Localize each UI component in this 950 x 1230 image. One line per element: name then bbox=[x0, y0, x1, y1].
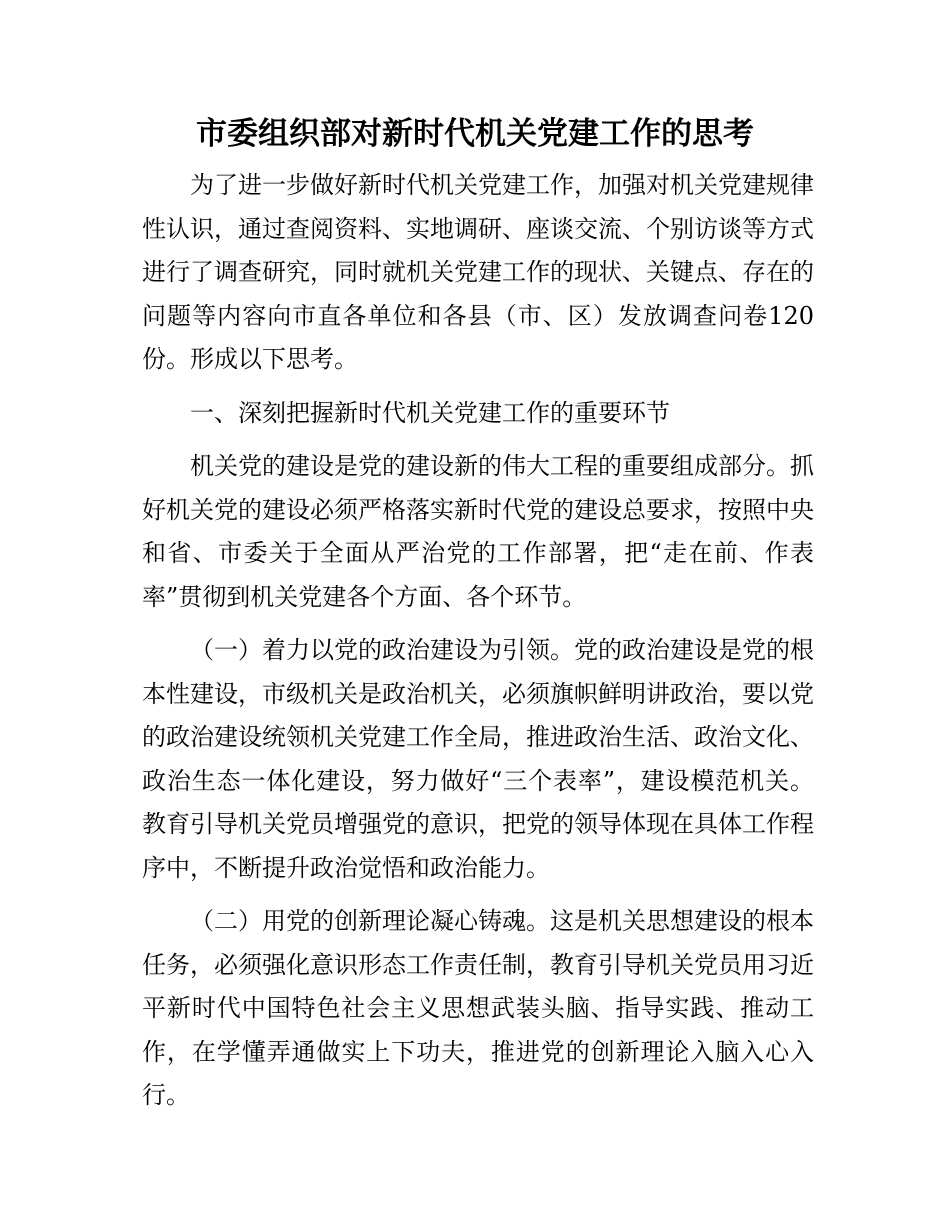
document-title: 市委组织部对新时代机关党建工作的思考 bbox=[196, 116, 754, 152]
section-heading-1: 一、深刻把握新时代机关党建工作的重要环节 bbox=[190, 398, 670, 427]
paragraph-party-building: 机关党的建设是党的建设新的伟大工程的重要组成部分。抓好机关党的建设必须严格落实新时代党的建设总要求，按照中央和省、市委关于全面从严治党的工作部署，把“走在前、作表率”贯彻到机关党建各个方面、各个环节。 bbox=[142, 452, 814, 611]
document-body bbox=[142, 164, 814, 1118]
paragraph-political-construction: （一）着力以党的政治建设为引领。党的政治建设是党的根本性建设，市级机关是政治机关，必须旗帜鲜明讲政治，要以党的政治建设统领机关党建工作全局，推进政治生活、政治文化、政治生态一体化建设，努力做好“三个表率”，建设模范机关。教育引导机关党员增强党的意识，把党的领导体现在具体工作程序中，不断提升政治觉悟和政治能力。 bbox=[142, 636, 814, 882]
paragraph-intro: 为了进一步做好新时代机关党建工作，加强对机关党建规律性认识，通过查阅资料、实地调研、座谈交流、个别访谈等方式进行了调查研究，同时就机关党建工作的现状、关键点、存在的问题等内容向市直各单位和各县（市、区）发放调查问卷120份。形成以下思考。 bbox=[142, 171, 814, 373]
paragraph-innovative-theory: （二）用党的创新理论凝心铸魂。这是机关思想建设的根本任务，必须强化意识形态工作责任制，教育引导机关党员用习近平新时代中国特色社会主义思想武装头脑、指导实践、推动工作，在学懂弄通做实上下功夫，推进党的创新理论入脑入心入行。 bbox=[142, 907, 814, 1109]
